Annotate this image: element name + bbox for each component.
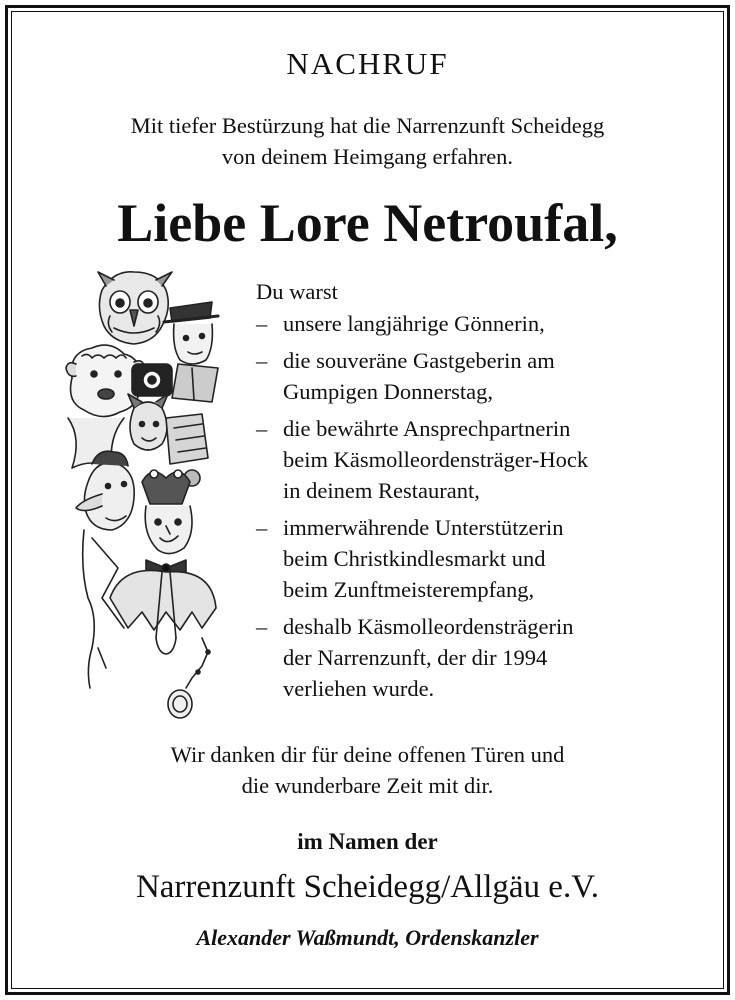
list-item-line: in deinem Restaurant, — [283, 478, 480, 503]
tribute-list — [256, 308, 696, 704]
dash-marker: – — [256, 416, 268, 441]
verse-intro: Du warst — [256, 279, 338, 304]
on-behalf-label: im Namen der — [297, 829, 438, 854]
list-item-line: deshalb Käsmolleordensträgerin — [283, 614, 574, 639]
list-item-line: verliehen wurde. — [283, 676, 435, 701]
list-item-line: beim Christkindlesmarkt und — [283, 546, 546, 571]
thanks-line-1: Wir danken dir für deine offenen Türen und — [170, 742, 565, 767]
list-item-line: beim Zunftmeisterempfang, — [283, 577, 535, 602]
notice-heading: NACHRUF — [286, 46, 449, 81]
sheep-mask-icon — [66, 345, 144, 468]
list-item — [256, 512, 696, 605]
dash-marker: – — [256, 614, 268, 639]
list-item-line: unsere langjährige Gönnerin, — [283, 311, 545, 336]
dark-mask-icon — [132, 364, 172, 396]
deceased-name: Liebe Lore Netroufal, — [117, 193, 618, 253]
intro-line-2: von deinem Heimgang erfahren. — [221, 144, 514, 169]
dash-marker: – — [256, 515, 268, 540]
list-item-line: der Narrenzunft, der dir 1994 — [283, 645, 548, 670]
list-item — [256, 611, 696, 704]
signatory: Alexander Waßmundt, Ordenskanzler — [196, 925, 539, 950]
jester-mask-icon — [128, 394, 208, 486]
list-item — [256, 413, 696, 506]
list-item — [256, 308, 696, 339]
organization-name: Narrenzunft Scheidegg/Allgäu e.V. — [135, 869, 600, 905]
list-item — [256, 345, 696, 407]
list-item-line: immerwährende Unterstützerin — [283, 515, 564, 540]
dash-marker: – — [256, 311, 268, 336]
thanks-text — [0, 739, 735, 801]
list-item-line: Gumpigen Donnerstag, — [283, 379, 493, 404]
thanks-line-2: die wunderbare Zeit mit dir. — [241, 773, 494, 798]
list-item-line: die bewährte Ansprechpartnerin — [283, 416, 571, 441]
list-item-line: die souveräne Gastgeberin am — [283, 348, 555, 373]
owl-mask-icon — [98, 272, 172, 344]
list-item-line: beim Käsmolleordensträger-Hock — [283, 447, 589, 472]
carnival-masks-illustration — [62, 268, 222, 723]
dash-marker: – — [256, 348, 268, 373]
tribute-verse — [256, 276, 696, 710]
intro-text — [0, 110, 735, 172]
intro-line-1: Mit tiefer Bestürzung hat die Narrenzunft Scheidegg — [130, 113, 605, 138]
medallion-icon — [88, 638, 210, 718]
